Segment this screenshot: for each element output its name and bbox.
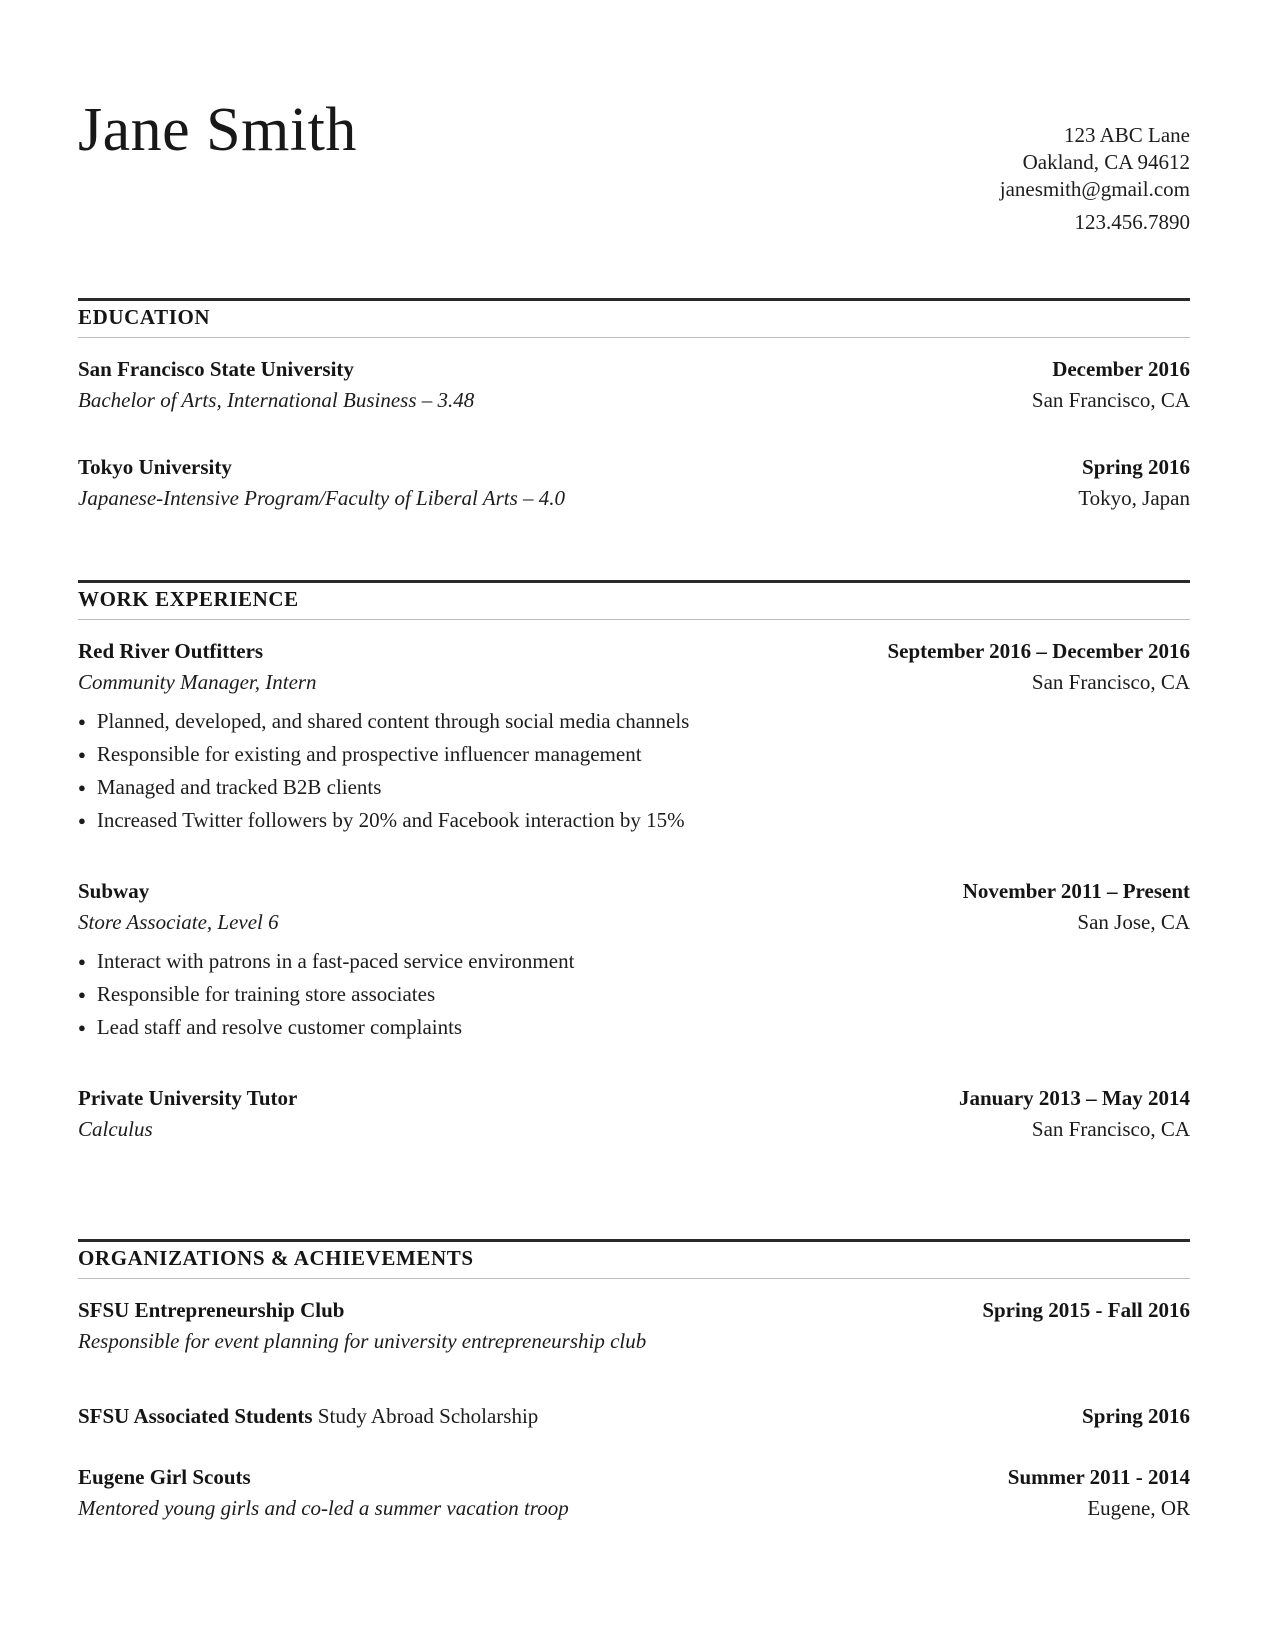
- entry-location: San Jose, CA: [1077, 910, 1190, 934]
- resume-header: [78, 90, 1190, 236]
- section-header: [78, 1239, 1190, 1279]
- contact-phone: 123.456.7890: [1074, 210, 1190, 234]
- section-header: [78, 298, 1190, 338]
- entry-title-row: [78, 452, 1190, 483]
- entry-subtitle: Bachelor of Arts, International Business – 3.48: [78, 388, 475, 412]
- education-entry: [78, 354, 1190, 416]
- bullet-list: [78, 945, 1190, 1044]
- entry-subtitle-row: [78, 483, 1190, 514]
- entry-location: San Francisco, CA: [1031, 1117, 1190, 1141]
- entry-title: SFSU Entrepreneurship Club: [78, 1298, 345, 1322]
- entry-title: Private University Tutor: [78, 1086, 298, 1110]
- entry-date: Spring 2016: [1082, 455, 1190, 479]
- contact-email: janesmith@gmail.com: [999, 177, 1190, 201]
- entry-title: Eugene Girl Scouts: [78, 1465, 251, 1489]
- entry-title: Red River Outfitters: [78, 639, 264, 663]
- bullet-item: ● Interact with patrons in a fast-paced service environment: [78, 945, 1190, 978]
- entry-title-row: [78, 1462, 1190, 1493]
- entry-subtitle-row: [78, 1114, 1190, 1145]
- entry-title-row: [78, 1295, 1190, 1326]
- entry-title-row: [78, 1401, 1190, 1432]
- section-header: [78, 580, 1190, 620]
- entry-subtitle-row: [78, 1326, 1190, 1357]
- entry-date: Summer 2011 - 2014: [1007, 1465, 1190, 1489]
- entry-date: December 2016: [1052, 357, 1190, 381]
- bullet-list: [78, 705, 1190, 837]
- entry-date: November 2011 – Present: [962, 879, 1190, 903]
- entry-location: San Francisco, CA: [1031, 670, 1190, 694]
- education-entry: [78, 452, 1190, 514]
- section-work-experience: [78, 580, 1190, 1145]
- entry-location: San Francisco, CA: [1031, 388, 1190, 412]
- entry-location: Tokyo, Japan: [1078, 486, 1190, 510]
- entry-date: September 2016 – December 2016: [887, 639, 1190, 663]
- entry-date: January 2013 – May 2014: [959, 1086, 1190, 1110]
- bullet-item: ● Responsible for existing and prospective influencer management: [78, 738, 1190, 771]
- bullet-item: ● Managed and tracked B2B clients: [78, 771, 1190, 804]
- organization-entry: [78, 1462, 1190, 1524]
- entry-subtitle-row: [78, 907, 1190, 938]
- organization-entry: [78, 1401, 1190, 1432]
- section-title: ORGANIZATIONS & ACHIEVEMENTS: [78, 1246, 474, 1270]
- work-entry: [78, 1083, 1190, 1145]
- section-title: EDUCATION: [78, 305, 211, 329]
- entry-title: SFSU Associated Students: [78, 1404, 313, 1428]
- entry-subtitle: Community Manager, Intern: [78, 670, 317, 694]
- entry-subtitle-row: [78, 1493, 1190, 1524]
- section-organizations-achievements: [78, 1239, 1190, 1524]
- bullet-item: ● Lead staff and resolve customer complaints: [78, 1011, 1190, 1044]
- contact-block: [1000, 122, 1190, 236]
- work-entry: [78, 636, 1190, 837]
- entry-subtitle: Calculus: [78, 1117, 153, 1141]
- entry-subtitle-row: [78, 667, 1190, 698]
- entry-location: Eugene, OR: [1087, 1496, 1190, 1520]
- entry-subtitle: Responsible for event planning for university entrepreneurship club: [78, 1329, 647, 1353]
- section-education: [78, 298, 1190, 514]
- entry-date: Spring 2015 - Fall 2016: [982, 1298, 1190, 1322]
- entry-title-row: [78, 876, 1190, 907]
- contact-address-line1: 123 ABC Lane: [1064, 123, 1190, 147]
- entry-title: Tokyo University: [78, 455, 232, 479]
- entry-title-group: [78, 1401, 538, 1432]
- work-entry: [78, 876, 1190, 1044]
- entry-title: San Francisco State University: [78, 357, 354, 381]
- person-name: Jane Smith: [78, 96, 357, 164]
- entry-date: Spring 2016: [1082, 1404, 1190, 1428]
- section-title: WORK EXPERIENCE: [78, 587, 299, 611]
- bullet-item: ● Responsible for training store associates: [78, 978, 1190, 1011]
- entry-title-row: [78, 354, 1190, 385]
- bullet-item: ● Planned, developed, and shared content through social media channels: [78, 705, 1190, 738]
- organization-entry: [78, 1295, 1190, 1357]
- contact-address-line2: Oakland, CA 94612: [1022, 150, 1190, 174]
- bullet-item: ● Increased Twitter followers by 20% and Facebook interaction by 15%: [78, 804, 1190, 837]
- entry-title-row: [78, 1083, 1190, 1114]
- entry-title-row: [78, 636, 1190, 667]
- entry-title-suffix: Study Abroad Scholarship: [317, 1404, 539, 1428]
- entry-subtitle: Mentored young girls and co-led a summer vacation troop: [78, 1496, 569, 1520]
- entry-title: Subway: [78, 879, 150, 903]
- entry-subtitle: Store Associate, Level 6: [78, 910, 279, 934]
- entry-subtitle-row: [78, 385, 1190, 416]
- entry-subtitle: Japanese-Intensive Program/Faculty of Liberal Arts – 4.0: [78, 486, 566, 510]
